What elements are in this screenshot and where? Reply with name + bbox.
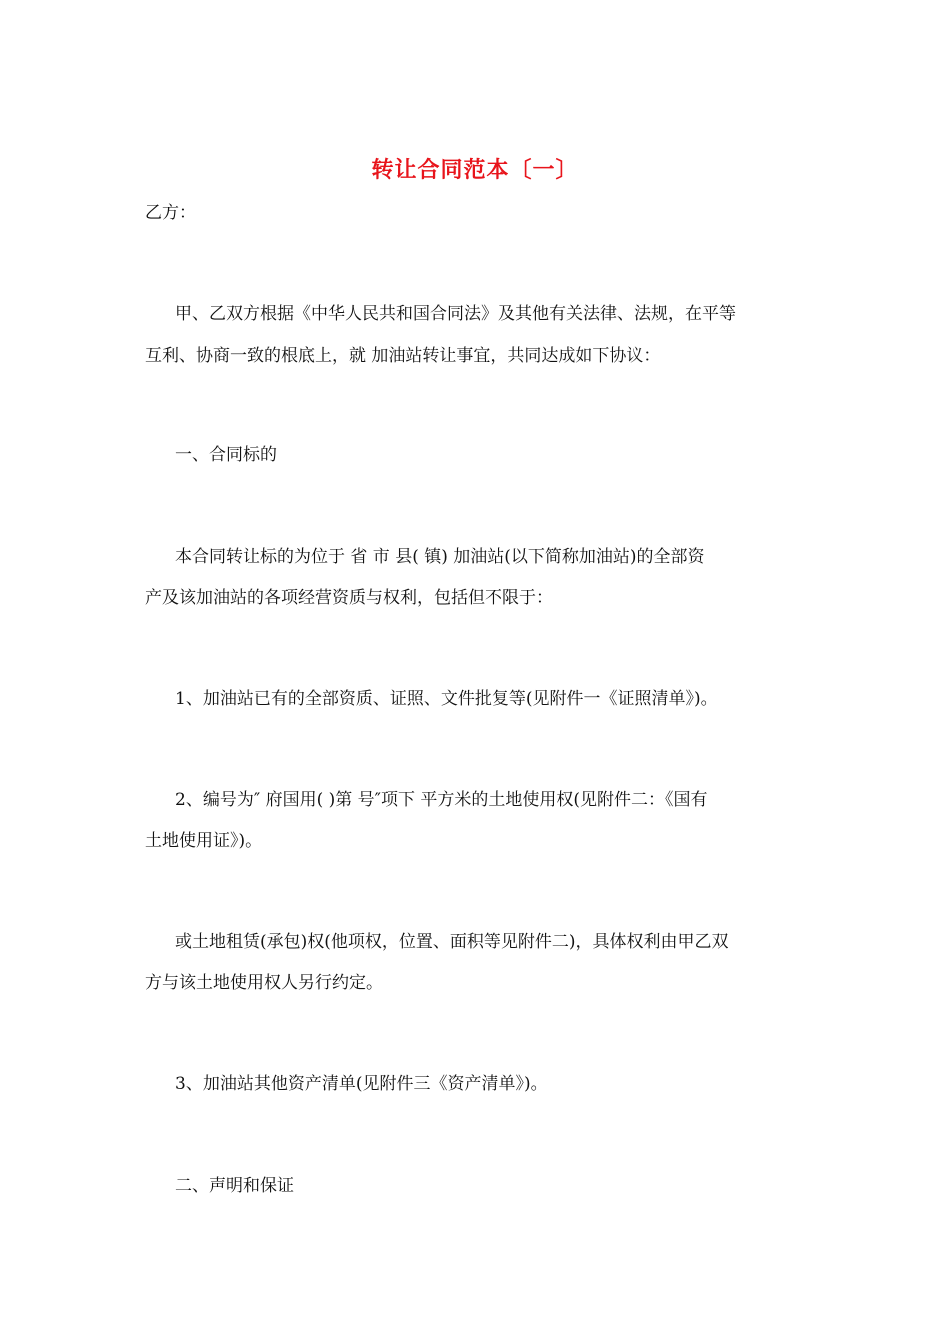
list-item-2-line-1: 2、编号为″ 府国用( )第 号″项下 平方米的土地使用权(见附件二：《国有 [175,790,708,810]
paragraph-subject-line-2: 产及该加油站的各项经营资质与权利，包括但不限于： [145,588,553,608]
party-b-label: 乙方： [145,203,196,223]
section-2-heading: 二、声明和保证 [175,1176,294,1196]
list-item-2-line-2: 土地使用证》)。 [145,831,263,851]
document-title: 转让合同范本〔一〕 [371,157,579,183]
paragraph-lease-line-2: 方与该土地使用权人另行约定。 [145,973,383,993]
section-1-heading: 一、合同标的 [175,445,277,465]
paragraph-lease-line-1: 或土地租赁(承包)权(他项权，位置、面积等见附件二)，具体权利由甲乙双 [175,932,729,952]
paragraph-intro-line-1: 甲、乙双方根据《中华人民共和国合同法》及其他有关法律、法规，在平等 [175,304,736,324]
paragraph-intro-line-2: 互利、协商一致的根底上，就 加油站转让事宜，共同达成如下协议： [145,346,661,366]
list-item-1: 1、加油站已有的全部资质、证照、文件批复等(见附件一《证照清单》)。 [175,689,718,709]
list-item-3: 3、加油站其他资产清单(见附件三《资产清单》)。 [175,1074,548,1094]
paragraph-subject-line-1: 本合同转让标的为位于 省 市 县( 镇) 加油站(以下简称加油站)的全部资 [175,547,705,567]
